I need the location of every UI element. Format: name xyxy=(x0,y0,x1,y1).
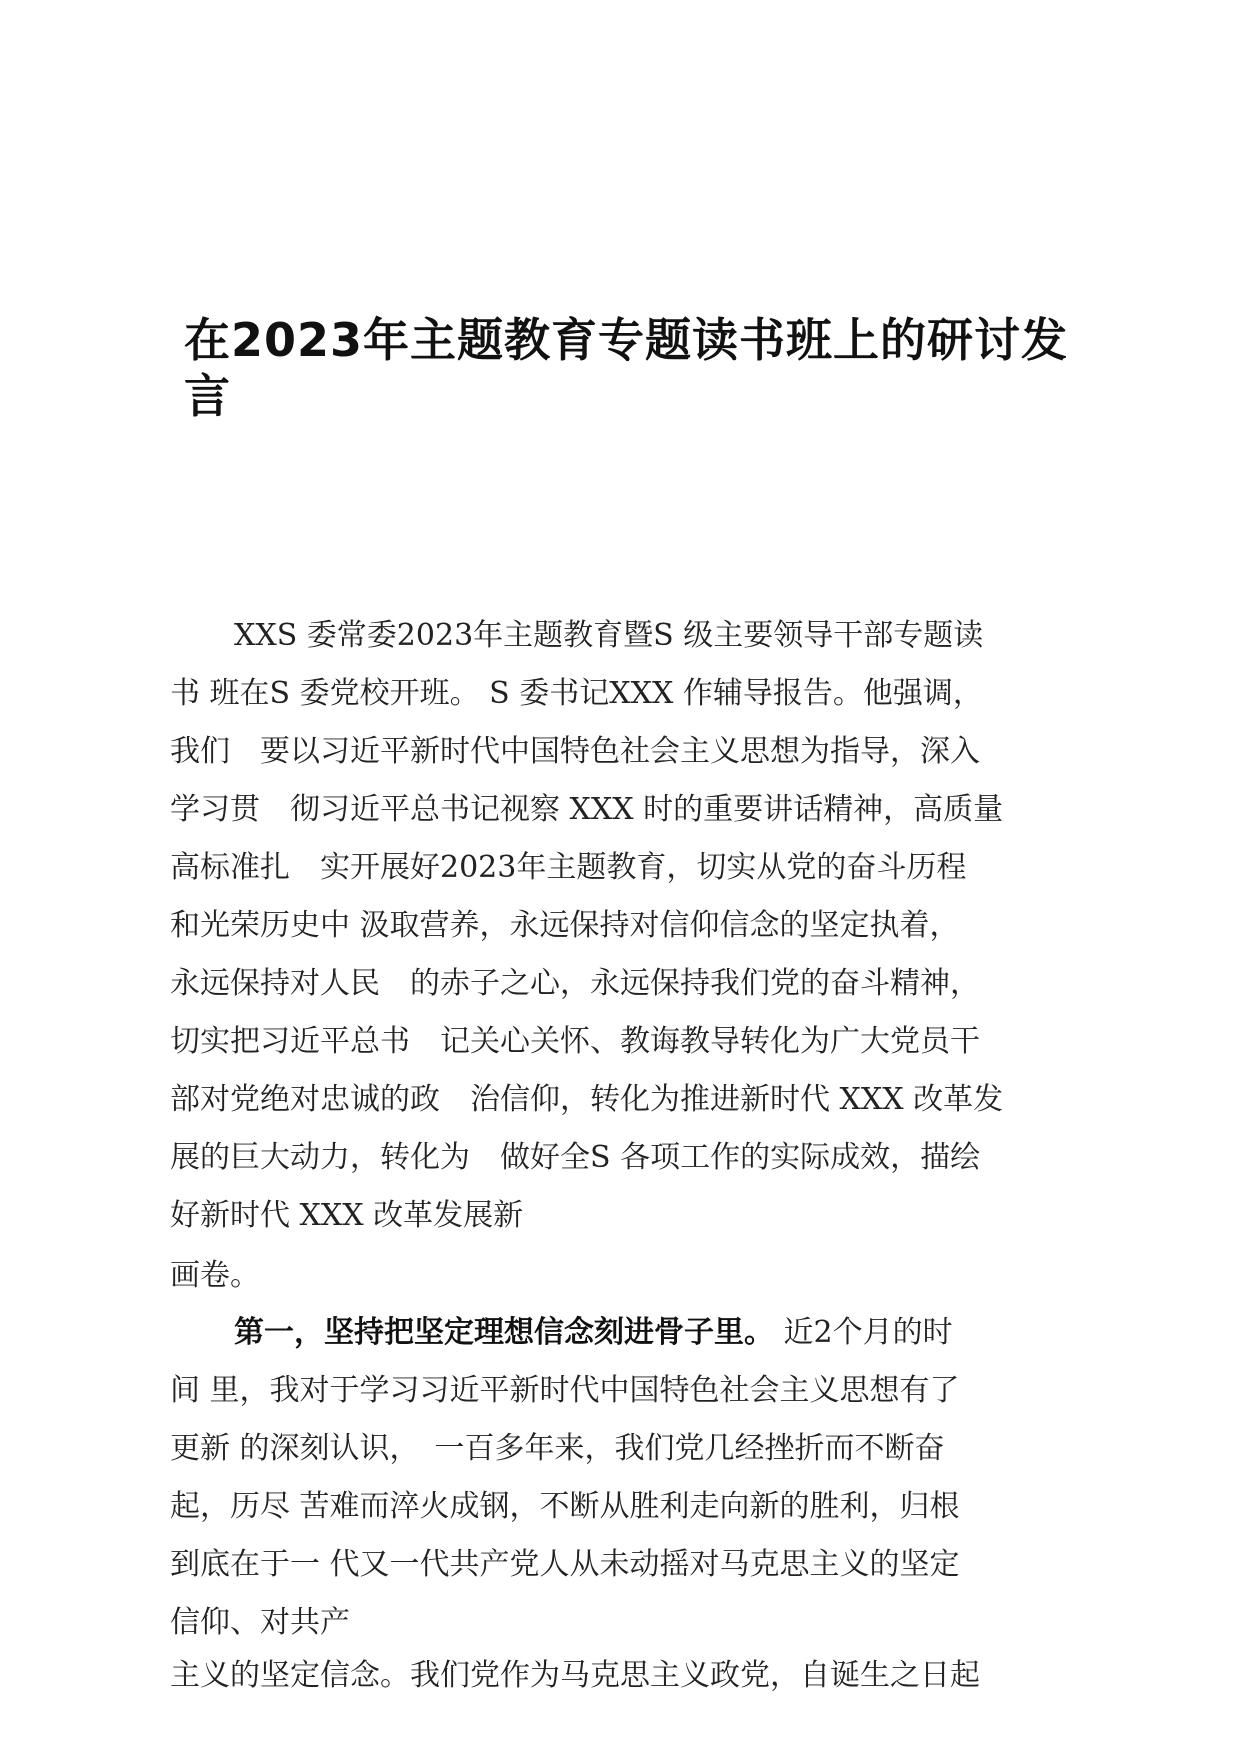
text-line: 高标准扎 实开展好2023年主题教育，切实从党的奋斗历程 xyxy=(170,850,967,885)
section-lead: 第一，坚持把坚定理想信念刻进骨子里。 xyxy=(234,1315,774,1350)
title-line: 言 xyxy=(184,369,231,423)
paragraph-intro xyxy=(170,607,1090,1245)
text-run: 近2个月的时 xyxy=(774,1315,953,1350)
text-line xyxy=(170,1304,1090,1362)
text-line: 切实把习近平总书 记关心关怀、教诲教导转化为广大党员干 xyxy=(170,1024,980,1059)
title-line: 在2023年主题教育专题读书班上的研讨发 xyxy=(184,313,1069,367)
paragraph-first-point xyxy=(170,1304,1090,1652)
text-line: 部对党绝对忠诚的政 治信仰，转化为推进新时代 XXX 改革发 xyxy=(170,1082,1004,1117)
text-line: 信仰、对共产 xyxy=(170,1605,350,1640)
text-line: XXS 委常委2023年主题教育暨S 级主要领导干部专题读 xyxy=(234,618,984,653)
text-line: 画卷。 xyxy=(170,1258,260,1293)
text-line: 间 里，我对于学习习近平新时代中国特色社会主义思想有了 xyxy=(170,1373,960,1408)
text-line: 更新 的深刻认识， 一百多年来，我们党几经挫折而不断奋 xyxy=(170,1431,945,1466)
text-line: 起，历尽 苦难而淬火成钢，不断从胜利走向新的胜利，归根 xyxy=(170,1489,960,1524)
text-line: 好新时代 XXX 改革发展新 xyxy=(170,1198,524,1233)
text-line: 学习贯 彻习近平总书记视察 XXX 时的重要讲话精神，高质量 xyxy=(170,792,1004,827)
text-line: 书 班在S 委党校开班。 S 委书记XXX 作辅导报告。他强调， xyxy=(170,676,983,711)
text-line: 展的巨大动力，转化为 做好全S 各项工作的实际成效，描绘 xyxy=(170,1140,981,1175)
document-title xyxy=(184,312,1069,424)
text-line: 我们 要以习近平新时代中国特色社会主义思想为指导，深入 xyxy=(170,734,980,769)
text-line: 主义的坚定信念。我们党作为马克思主义政党，自诞生之日起 xyxy=(170,1658,980,1693)
text-line: 到底在于一 代又一代共产党人从未动摇对马克思主义的坚定 xyxy=(170,1547,960,1582)
text-line: 和光荣历史中 汲取营养，永远保持对信仰信念的坚定执着， xyxy=(170,908,960,943)
paragraph-intro-tail xyxy=(170,1247,1090,1305)
text-line: 永远保持对人民 的赤子之心，永远保持我们党的奋斗精神， xyxy=(170,966,980,1001)
paragraph-continuation xyxy=(170,1647,1090,1705)
